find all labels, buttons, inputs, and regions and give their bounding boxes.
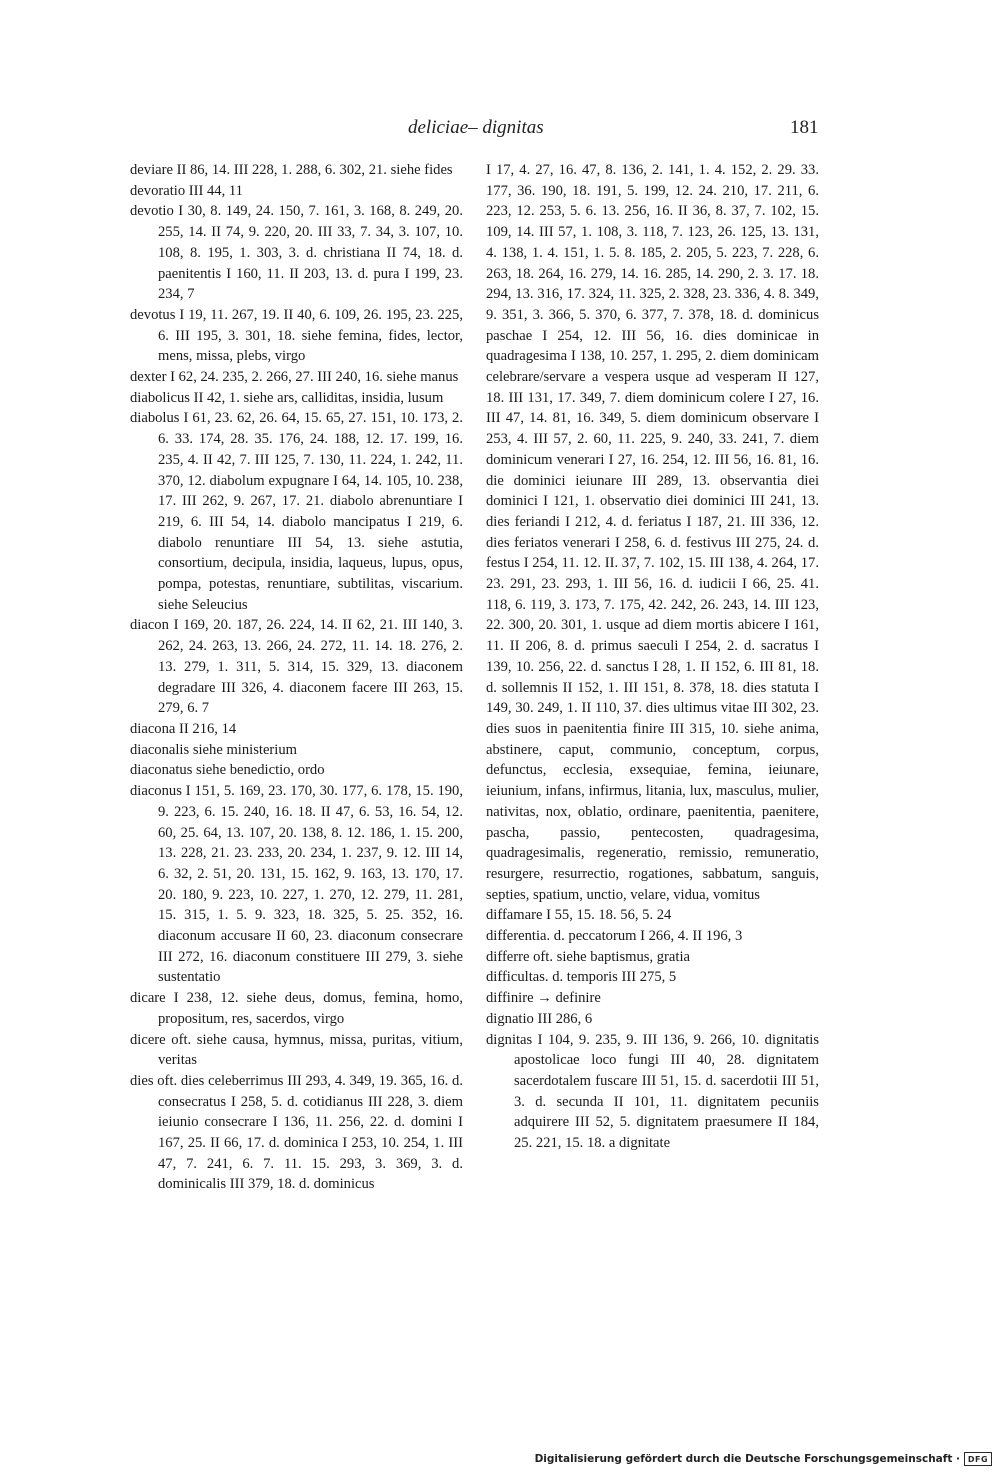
running-title: deliciae– dignitas	[408, 117, 544, 138]
index-entry: deviare II 86, 14. III 228, 1. 288, 6. 302, 21. siehe fides	[130, 162, 453, 178]
page-number: 181	[790, 117, 819, 138]
index-entry-continued: I 17, 4. 27, 16. 47, 8. 136, 2. 141, 1. 4. 152, 2. 29. 33. 177, 36. 190, 18. 191, 5. 199, 12. 24. 210, 17. 211, 6. 223, 12. 253, 5. 6. 13. 256, 16. II 36, 8. 37, 7. 102, 15. 109, 14. III 57, 1. 108, 3. 118, 7. 123, 26. 125, 13. 131, 4. 138, 1. 4. 151, 1. 5. 8. 185, 2. 205, 5. 223, 7. 228, 6. 263, 18. 264, 16. 279, 14. 16. 285, 14. 290, 2. 3. 17. 18. 294, 13. 316, 17. 324, 11. 325, 2. 328, 23. 336, 4. 8. 349, 9. 351, 3. 366, 5. 370, 6. 377, 7. 378, 18. d. dominicus paschae I 254, 12. III 56, 16. dies dominicae in quadragesima I 138, 10. 257, 1. 295, 2. diem dominicam celebrare/servare a vespera usque ad vesperam II 127, 18. III 131, 17. 349, 7. diem dominicum colere I 27, 16. III 47, 14. 81, 16. 349, 5. diem dominicum observare I 253, 4. III 57, 2. 60, 11. 225, 9. 240, 33. 241, 7. diem dominicum venerari I 27, 16. 254, 12. III 56, 16. 81, 16. die dominici ieiunare III 289, 13. observantia diei dominici I 121, 1. observatio diei dominici III 241, 13. dies feriandi I 212, 4. d. feriatus I 187, 21. III 336, 12. dies feriatos venerari I 258, 6. d. festivus III 275, 24. d. festus I 254, 11. 12. II. 37, 7. 102, 15. III 138, 4. 264, 17. 23. 291, 23. 293, 1. III 56, 16. d. iudicii I 66, 25. 41. 118, 6. 119, 3. 173, 7. 175, 42. 242, 26. 243, 14. III 123, 22. 300, 20. 301, 1. usque ad diem mortis abicere I 161, 11. II 206, 8. d. primus saeculi I 254, 2. d. sacratus I 139, 10. 256, 22. d. sanctus I 28, 1. II 152, 6. III 81, 18. d. sollemnis II 152, 1. III 151, 8. 378, 18. dies statuta I 149, 30. 249, 1. II 110, 37. dies ultimus vitae III 302, 23. dies suos in paenitentia finire III 315, 10. siehe anima, abstinere, caput, communio, conceptum, corpus, defunctus, ecclesia, exsequiae, femina, ieiunare, ieiunium, infans, infirmus, litania, lux, masculus, mulier, nativitas, nox, oblatio, ordinare, paenitentia, paenitere, pascha, passio, pentecosten, quadragesima, quadragesimalis, regeneratio, remissio, remuneratio, resurgere, resurrectio, rogationes, sabbatum, sanguis, septies, spatium, unctio, velare, vidua, vomitus	[486, 162, 819, 903]
index-entry: devotio I 30, 8. 149, 24. 150, 7. 161, 3. 168, 8. 249, 20. 255, 14. II 74, 9. 220, 20. III 33, 7. 34, 3. 107, 10. 108, 8. 195, 1. 303, 3. d. christiana II 74, 18. d. paenitentis I 160, 11. II 203, 13. d. pura I 199, 23. 234, 7	[130, 203, 463, 303]
index-entry: dicere oft. siehe causa, hymnus, missa, puritas, vitium, veritas	[130, 1031, 463, 1069]
index-entry: diabolicus II 42, 1. siehe ars, calliditas, insidia, lusum	[130, 389, 444, 406]
funding-notice: Digitalisierung gefördert durch die Deutsche Forschungsgemeinschaft ·	[534, 1453, 960, 1465]
index-column-right	[486, 160, 819, 1154]
index-entry: diaconalis siehe ministerium	[130, 741, 297, 758]
index-entry: difficultas. d. temporis III 275, 5	[486, 969, 677, 986]
index-entry: dignitas I 104, 9. 235, 9. III 136, 9. 266, 10. dignitatis apostolicae loco fungi III 40, 28. dignitatem sacerdotalem fuscare III 51, 15. d. sacerdotii III 51, 3. d. secunda II 101, 11. dignitatem pecuniis adquirere III 52, 5. dignitatem praesumere II 184, 25. 221, 15. 18. a dignitate	[486, 1031, 819, 1152]
index-entry: diffamare I 55, 15. 18. 56, 5. 24	[486, 907, 672, 924]
index-entry: dexter I 62, 24. 235, 2. 266, 27. III 240, 16. siehe manus	[130, 369, 459, 386]
index-entry: differentia. d. peccatorum I 266, 4. II 196, 3	[486, 928, 743, 945]
index-entry: diaconus I 151, 5. 169, 23. 170, 30. 177, 6. 178, 15. 190, 9. 223, 6. 15. 240, 16. 18. II 47, 6. 53, 16. 54, 12. 60, 25. 64, 13. 107, 20. 138, 8. 12. 186, 1. 15. 200, 13. 228, 21. 23. 233, 20. 234, 1. 237, 9. 12. III 14, 6. 32, 2. 51, 20. 131, 15. 162, 9. 163, 13. 170, 17. 20. 180, 9. 223, 10. 227, 1. 270, 12. 279, 11. 281, 15. 315, 1. 5. 9. 323, 18. 325, 5. 25. 352, 16. diaconum accusare II 60, 23. diaconum consecrare III 272, 16. diaconum constituere III 279, 3. siehe sustentatio	[130, 783, 463, 986]
index-entry: dicare I 238, 12. siehe deus, domus, femina, homo, propositum, res, sacerdos, virgo	[130, 990, 463, 1027]
funding-footer	[535, 1452, 992, 1466]
index-entry: devotus I 19, 11. 267, 19. II 40, 6. 109, 26. 195, 23. 225, 6. III 195, 3. 301, 18. siehe femina, fides, lector, mens, missa, plebs, virgo	[130, 306, 463, 365]
index-entry: diaconatus siehe benedictio, ordo	[130, 762, 325, 779]
index-entry: diffinire → definire	[486, 990, 601, 1007]
index-entry: diabolus I 61, 23. 62, 26. 64, 15. 65, 27. 151, 10. 173, 2. 6. 33. 174, 28. 35. 176, 24. 188, 12. 17. 199, 16. 235, 4. II 42, 7. III 125, 7. 130, 11. 224, 1. 242, 11. 370, 12. diabolum expugnare I 64, 14. 105, 10. 238, 17. III 262, 9. 267, 17. 21. diabolo abrenuntiare I 219, 6. III 54, 14. diabolo mancipatus I 219, 6. diabolo renuntiare III 54, 13. siehe astutia, consortium, decipula, insidia, laqueus, lupus, opus, pompa, potestas, renuntiare, subtilitas, viscarium. siehe Seleucius	[130, 410, 463, 613]
index-entry: diacona II 216, 14	[130, 720, 237, 737]
dfg-logo-icon: DFG	[964, 1452, 992, 1466]
index-entry: dies oft. dies celeberrimus III 293, 4. 349, 19. 365, 16. d. consecratus I 258, 5. d. cotidianus III 228, 3. diem ieiunio consecrare I 136, 11. 256, 22. d. domini I 167, 25. II 66, 17. d. dominica I 253, 10. 254, 1. III 47, 7. 241, 6. 7. 11. 15. 293, 3. 369, 3. d. dominicalis III 379, 18. d. dominicus	[130, 1072, 463, 1193]
index-entry: differre oft. siehe baptismus, gratia	[486, 948, 690, 965]
index-entry: dignatio III 286, 6	[486, 1010, 593, 1027]
index-entry: devoratio III 44, 11	[130, 182, 243, 199]
index-column-left	[130, 160, 463, 1195]
index-entry: diacon I 169, 20. 187, 26. 224, 14. II 62, 21. III 140, 3. 262, 24. 263, 13. 266, 24. 272, 11. 14. 18. 276, 2. 13. 279, 1. 311, 5. 314, 15. 329, 13. diaconem degradare III 326, 4. diaconem facere III 263, 15. 279, 6. 7	[130, 617, 463, 717]
